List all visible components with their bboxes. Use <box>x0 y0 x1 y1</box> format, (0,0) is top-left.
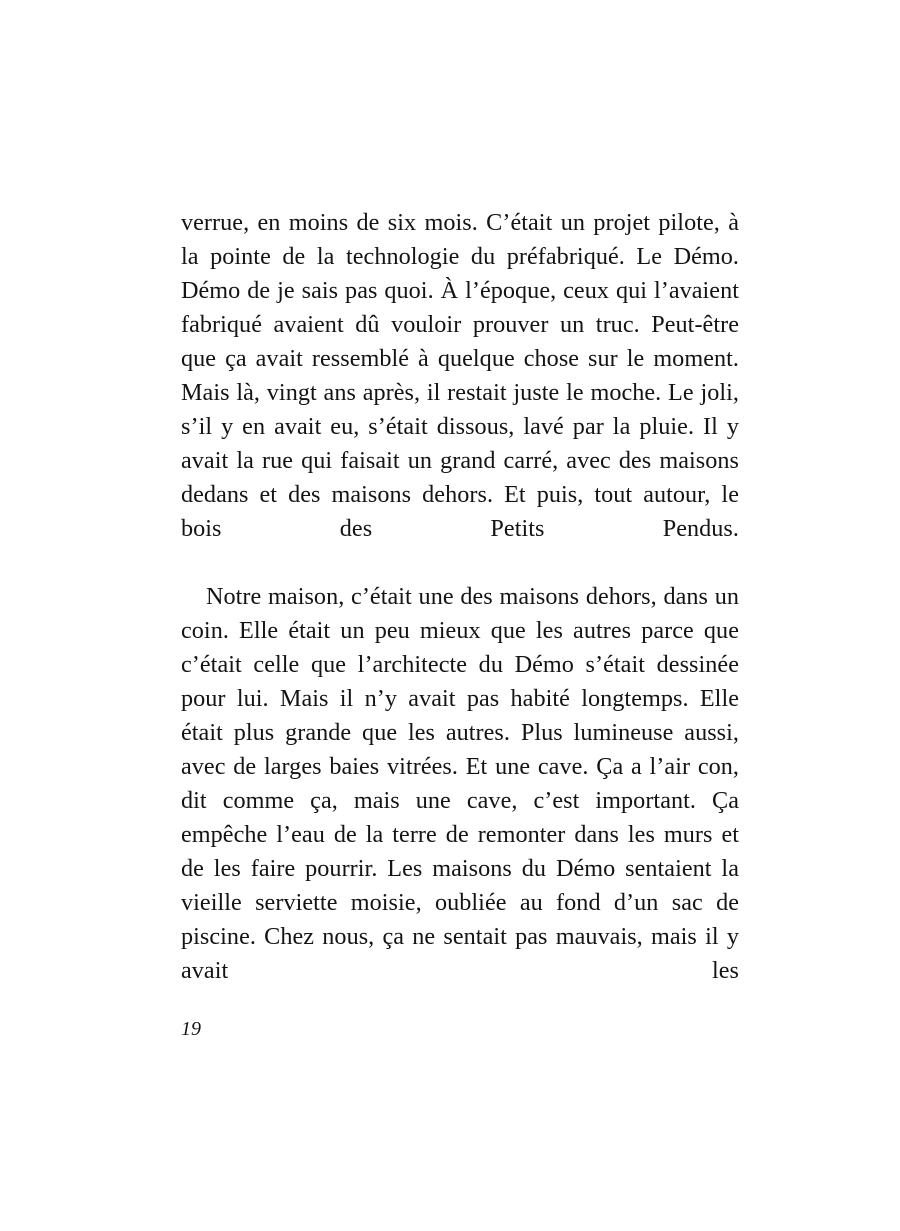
paragraph-2: Notre maison, c’était une des maisons dehors, dans un coin. Elle était un peu mieux que les autres parce que c’était celle que l’architecte du Démo s’était dessinée pour lui. Mais il n’y avait pas habité longtemps. Elle était plus grande que les autres. Plus lumineuse aussi, avec de larges baies vitrées. Et une cave. Ça a l’air con, dit comme ça, mais une cave, c’est important. Ça empêche l’eau de la terre de remonter dans les murs et de les faire pourrir. Les maisons du Démo sentaient la vieille serviette moisie, oubliée au fond d’un sac de piscine. Chez nous, ça ne sentait pas mauvais, mais il y avait les <box>181 583 739 984</box>
page-text-block <box>181 206 739 1022</box>
page-number: 19 <box>181 1018 201 1040</box>
paragraph-1: verrue, en moins de six mois. C’était un projet pilote, à la pointe de la technologie du préfabriqué. Le Démo. Démo de je sais pas quoi. À l’époque, ceux qui l’avaient fabriqué avaient dû vouloir prouver un truc. Peut-être que ça avait ressemblé à quelque chose sur le moment. Mais là, vingt ans après, il restait juste le moche. Le joli, s’il y en avait eu, s’était dissous, lavé par la pluie. Il y avait la rue qui faisait un grand carré, avec des maisons dedans et des maisons dehors. Et puis, tout autour, le bois des Petits Pendus. <box>181 209 739 542</box>
